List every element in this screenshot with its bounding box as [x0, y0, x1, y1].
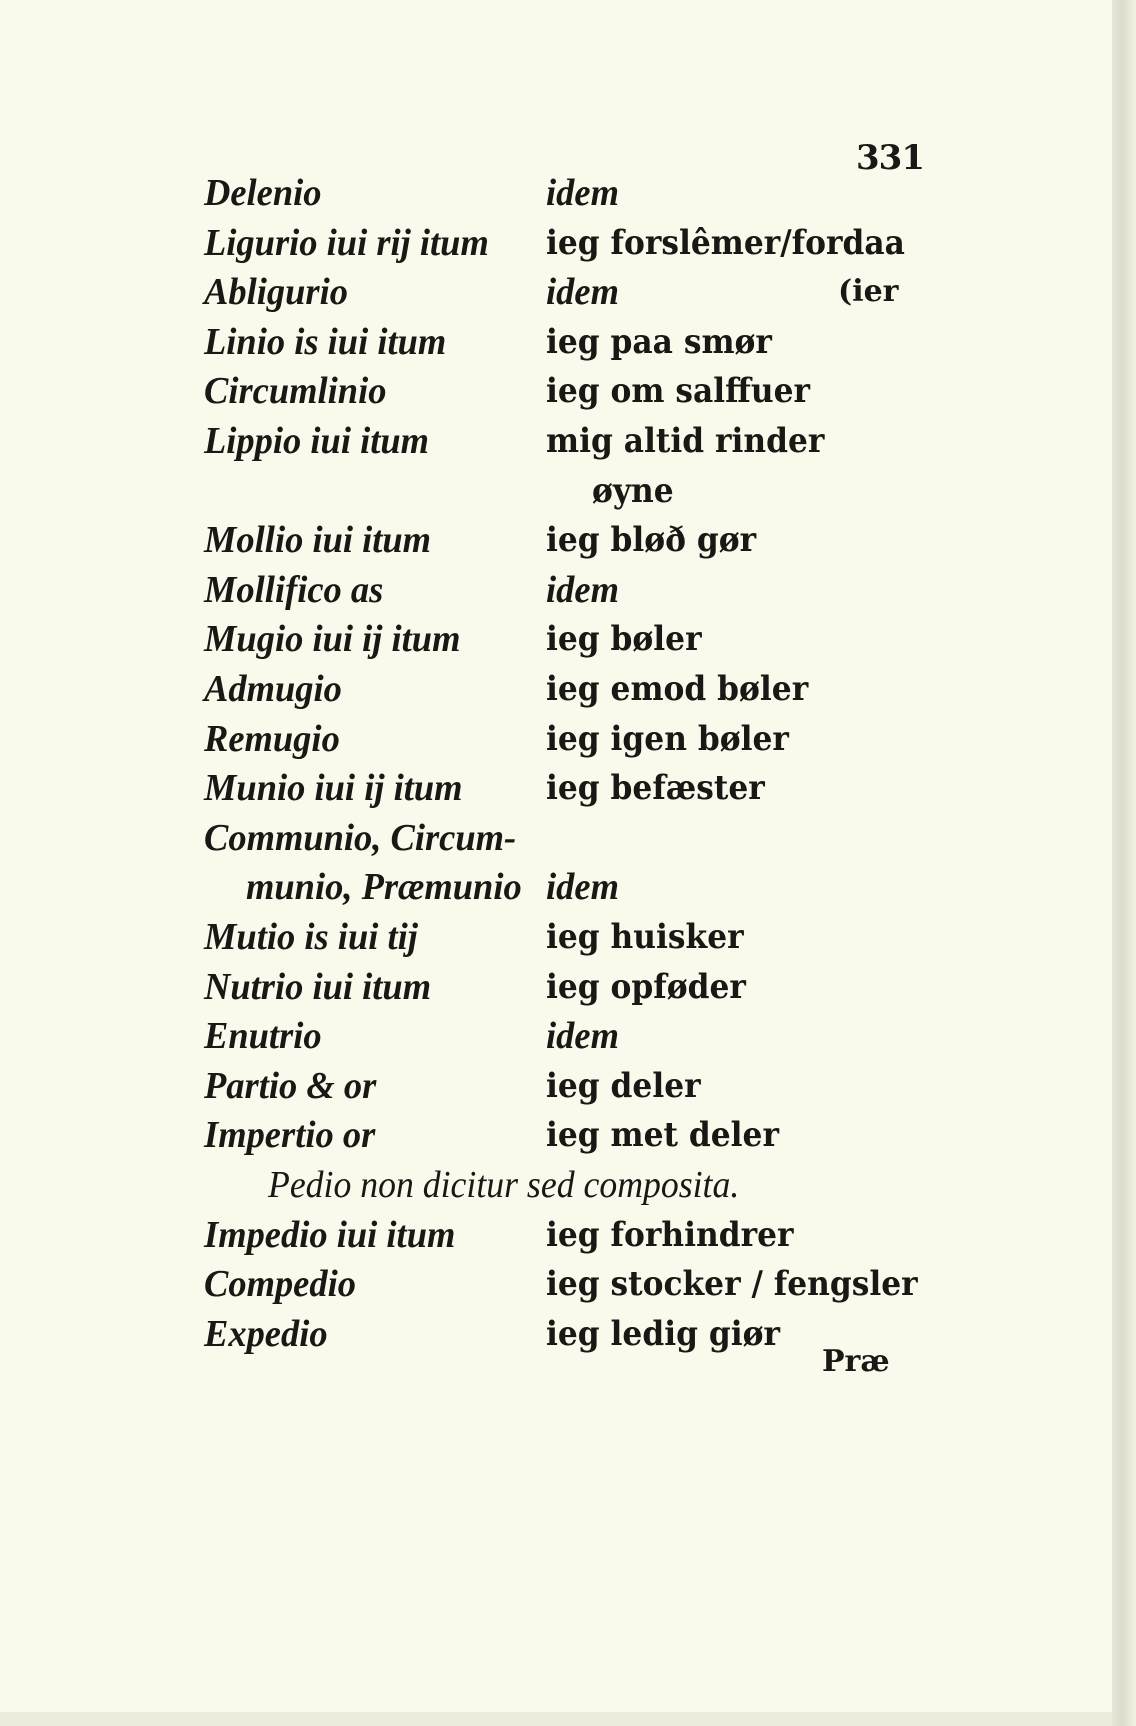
danish-translation: ieg deler — [546, 1065, 701, 1106]
danish-translation: ieg befæster — [546, 768, 765, 809]
danish-translation: ieg forslêmer/fordaa — [546, 222, 905, 263]
danish-translation: idem — [546, 1015, 619, 1058]
glossary-row — [0, 912, 1112, 962]
latin-term: Mollifico as — [204, 568, 384, 611]
danish-translation: ieg bøler — [546, 619, 702, 660]
danish-translation: øyne — [592, 470, 674, 511]
glossary-row — [0, 614, 1112, 664]
danish-translation: idem — [546, 568, 619, 611]
glossary-note: Pedio non dicitur sed composita. — [268, 1164, 740, 1206]
danish-translation: mig altid rinder — [546, 421, 825, 461]
latin-term: Abligurio — [204, 271, 348, 314]
danish-translation: ieg bløð gør — [546, 520, 757, 561]
danish-translation: ieg emod bøler — [546, 669, 809, 709]
glossary-row — [0, 466, 1112, 516]
glossary-row — [0, 515, 1112, 565]
latin-term: Impertio or — [204, 1114, 376, 1157]
danish-translation: ieg met deler — [546, 1115, 779, 1156]
latin-term: Munio iui ij itum — [204, 767, 463, 810]
latin-term: Admugio — [204, 668, 342, 710]
latin-term: Circumlinio — [204, 370, 387, 413]
latin-term: Remugio — [204, 717, 340, 760]
page-bottom-edge — [0, 1712, 1112, 1726]
latin-term: Partio & or — [204, 1064, 377, 1107]
latin-term: Expedio — [204, 1312, 328, 1355]
glossary-row — [0, 267, 1112, 317]
latin-term: Communio, Circum- — [204, 816, 517, 859]
danish-translation: ieg ledig giør — [546, 1313, 780, 1354]
danish-translation: ieg stocker / fengsler — [546, 1264, 918, 1305]
glossary-row — [0, 366, 1112, 416]
danish-translation: idem — [546, 866, 619, 909]
glossary-row — [0, 664, 1112, 714]
glossary-row — [0, 218, 1112, 268]
latin-term: Nutrio iui itum — [204, 965, 432, 1008]
danish-translation: ieg opføder — [546, 966, 746, 1007]
glossary-row — [0, 763, 1112, 813]
glossary-row — [0, 1210, 1112, 1260]
latin-term: Enutrio — [204, 1015, 322, 1058]
latin-term: Ligurio iui rij itum — [204, 221, 489, 264]
line-continuation: (ier — [838, 274, 899, 310]
page-number: 331 — [856, 138, 924, 178]
glossary-row — [0, 168, 1112, 218]
danish-translation: ieg igen bøler — [546, 718, 789, 759]
glossary-row — [0, 1160, 1112, 1210]
danish-translation: ieg forhindrer — [546, 1214, 794, 1255]
latin-term: Compedio — [204, 1263, 356, 1306]
catchword: Præ — [822, 1344, 890, 1379]
danish-translation: ieg paa smør — [546, 321, 772, 362]
danish-translation: ieg om salffuer — [546, 371, 810, 412]
glossary-row — [0, 1309, 1112, 1359]
danish-translation: ieg huisker — [546, 917, 744, 957]
latin-term: Mollio iui itum — [204, 519, 432, 562]
latin-term: Delenio — [204, 172, 322, 214]
glossary-row — [0, 317, 1112, 367]
glossary-row — [0, 1110, 1112, 1160]
latin-term: Lippio iui itum — [204, 420, 430, 462]
latin-term: Impedio iui itum — [204, 1213, 456, 1256]
latin-term: Mutio is iui tij — [204, 916, 418, 958]
page-gutter — [1112, 0, 1136, 1726]
danish-translation: idem — [546, 172, 619, 214]
glossary-row — [0, 416, 1112, 466]
danish-translation: idem — [546, 271, 619, 314]
glossary-row — [0, 714, 1112, 764]
glossary-row — [0, 1011, 1112, 1061]
glossary-row — [0, 1259, 1112, 1309]
glossary-row — [0, 862, 1112, 912]
latin-term: Mugio iui ij itum — [204, 618, 461, 661]
glossary-row — [0, 962, 1112, 1012]
latin-term: munio, Præmunio — [246, 866, 522, 909]
latin-term: Linio is iui itum — [204, 320, 447, 363]
glossary-row — [0, 813, 1112, 863]
glossary-row — [0, 1061, 1112, 1111]
glossary-row — [0, 565, 1112, 615]
